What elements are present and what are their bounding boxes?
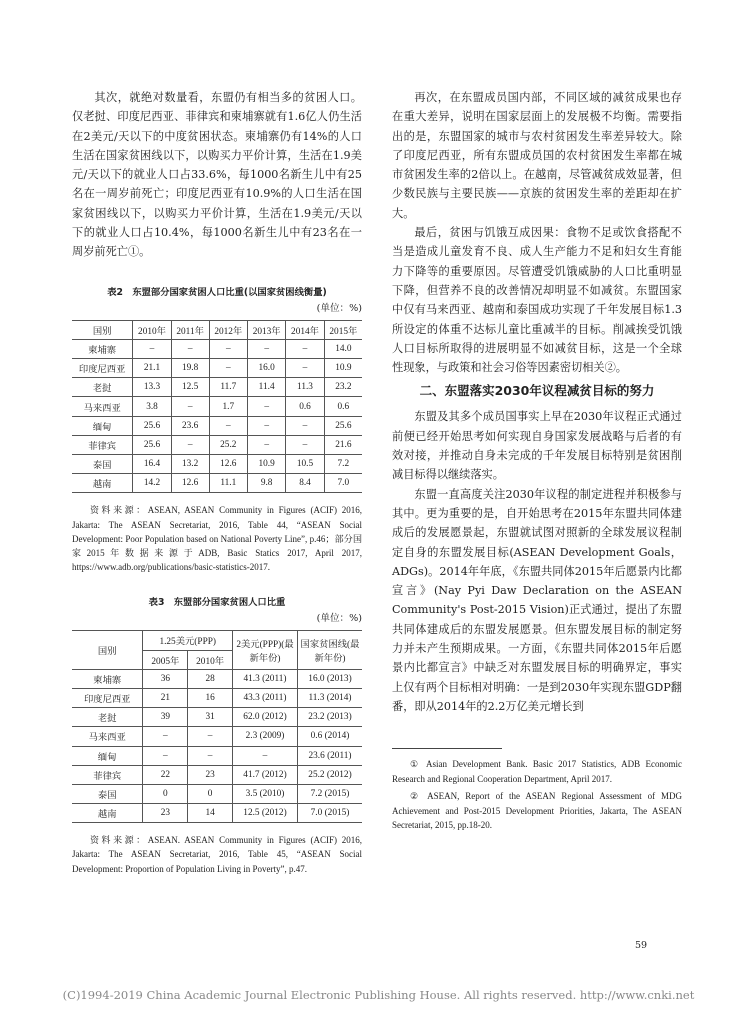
table-2-value-cell: 9.8 [247,474,285,493]
table-3-value-cell: 16 [188,688,233,707]
table-2-header-cell: 2015年 [324,320,362,339]
footnote-2: ② ASEAN, Report of the ASEAN Regional Assessment of MDG Achievement and Post-2015 Development Priorities, Jakarta, The ASEAN Secretariat, 2015, pp.18-20. [392,791,682,831]
table-2-value-cell: – [286,416,324,435]
table-3-header-2005: 2005年 [143,650,188,669]
table-2-header-cell: 2013年 [247,320,285,339]
table-2-header-cell: 2014年 [286,320,324,339]
table-2-value-cell: 7.2 [324,454,362,473]
table-row [72,669,362,688]
table-row [72,688,362,707]
table-2-value-cell: – [209,416,247,435]
table-row [72,727,362,746]
table-2-country-cell: 老挝 [72,378,133,397]
table-2-unit: (单位：%) [316,302,362,314]
table-2-value-cell: – [171,435,209,454]
table-2-header-cell: 2012年 [209,320,247,339]
table-2-value-cell: – [247,397,285,416]
right-paragraph-2: 最后，贫困与饥饿互成因果：食物不足或饮食搭配不当是造成儿童发育不良、成人生产能力不足和妇女生育能力下降等的重要原因。尽管遭受饥饿威胁的人口比重明显下降，但营养不良的改善情况却明显不如减贫。东盟国家中仅有马来西亚、越南和泰国成功实现了千年发展目标1.3所设定的体重不达标儿童比重减半的目标。削减挨受饥饿人口目标所取得的进展明显不如减贫目标，这是一个全球性现象，与政策和社会习俗等因素密切相关②。 [392,226,682,375]
footnote-1: ① Asian Development Bank. Basic 2017 Statistics, ADB Economic Research and Regional Cooperation Department, April 2017. [392,759,682,784]
table-2-value-cell: 19.8 [171,359,209,378]
table-2-value-cell: 25.6 [324,416,362,435]
table-3-value-cell: 11.3 (2014) [298,688,363,707]
table-2-value-cell: 0.6 [324,397,362,416]
table-2-value-cell: 11.1 [209,474,247,493]
table-3-country-cell: 泰国 [72,784,143,803]
table-2-value-cell: 12.6 [209,454,247,473]
table-3-header-country: 国别 [72,631,143,669]
table-2-value-cell: 10.9 [247,454,285,473]
table-2-caption: 表2 东盟部分国家贫困人口比重(以国家贫困线衡量) [107,286,327,298]
table-3-value-cell: – [188,727,233,746]
table-2-value-cell: 25.2 [209,435,247,454]
table-row [72,804,362,823]
table-row [72,378,362,397]
table-3-country-cell: 印度尼西亚 [72,688,143,707]
table-3-value-cell: – [188,746,233,765]
table-2-value-cell: 16.0 [247,359,285,378]
table-2-header-row [72,320,362,339]
table-2-header-cell: 2010年 [133,320,171,339]
table-3-header-row-1 [72,631,362,650]
table-2-value-cell: 21.6 [324,435,362,454]
table-2-header-cell: 2011年 [171,320,209,339]
table-3-value-cell: 41.3 (2011) [233,669,298,688]
table-3-country-cell: 越南 [72,804,143,823]
table-2-value-cell: – [286,359,324,378]
table-row [72,474,362,493]
table-3-value-cell: 36 [143,669,188,688]
left-paragraph-1: 其次，就绝对数量看，东盟仍有相当多的贫困人口。仅老挝、印度尼西亚、菲律宾和柬埔寨就有1.6亿人仍生活在2美元/天以下的中度贫困状态。柬埔寨仍有14%的人口生活在国家贫困线以下，以购买力平价计算，生活在1.9美元/天以下的就业人口占33.6%，每1000名新生儿中有25名在一周岁前死亡；印度尼西亚有10.9%的人口生活在国家贫困线以下，以购买力平价计算，生活在1.9美元/天以下的就业人口占10.4%，每1000名新生儿中有23名在一周岁前死亡①。 [72,91,362,259]
table-2-value-cell: 11.4 [247,378,285,397]
table-3-value-cell: 31 [188,708,233,727]
table-3-value-cell: 2.3 (2009) [233,727,298,746]
table-2-value-cell: 3.8 [133,397,171,416]
table-3-value-cell: 28 [188,669,233,688]
table-3-value-cell: – [143,746,188,765]
table-2-value-cell: 12.5 [171,378,209,397]
copyright-footer: (C)1994-2019 China Academic Journal Electronic Publishing House. All rights reserved. http://www.cnki.net [62,988,695,1002]
table-3-value-cell: 7.2 (2015) [298,784,363,803]
table-2-value-cell: 11.3 [286,378,324,397]
table-3-value-cell: 62.0 (2012) [233,708,298,727]
table-2-value-cell: – [247,416,285,435]
table-2-value-cell: 0.6 [286,397,324,416]
left-column [72,88,362,876]
table-3-value-cell: 7.0 (2015) [298,804,363,823]
table-2-source: 资料来源：ASEAN, ASEAN Community in Figures (ACIF) 2016, Jakarta: The ASEAN Secretariat, 2016, Table 44, “ASEAN Social Development: Poor Population based on National Poverty Line”, p.46；部分国家2015年数据来源于ADB, Basic Statics 2017, April 2017, https://www.adb.org/publications/basic-statistics-2017. [72,505,362,573]
table-3-header-ppp2: 2美元(PPP)(最新年份) [233,631,298,669]
table-2-country-cell: 缅甸 [72,416,133,435]
table-3-unit: (单位：%) [316,613,362,625]
footnote-divider [392,748,502,749]
table-3-header-2010: 2010年 [188,650,233,669]
right-paragraph-1: 再次，在东盟成员国内部，不同区域的减贫成果也存在重大差异，说明在国家层面上的发展极不均衡。需要指出的是，东盟国家的城市与农村贫困发生率差异较大。除了印度尼西亚，所有东盟成员国的农村贫困发生率都在城市贫困发生率的2倍以上。在越南，尽管减贫成效显著，但少数民族与主要民族——京族的贫困发生率的差距却在扩大。 [392,91,682,220]
table-2-value-cell: 10.5 [286,454,324,473]
table-row [72,359,362,378]
table-3-value-cell: 0 [143,784,188,803]
table-2-value-cell: – [171,339,209,358]
table-2-value-cell: – [247,435,285,454]
table-3-value-cell: 14 [188,804,233,823]
table-3-country-cell: 菲律宾 [72,765,143,784]
table-2-country-cell: 印度尼西亚 [72,359,133,378]
table-2-value-cell: 13.3 [133,378,171,397]
table-row [72,746,362,765]
table-row [72,784,362,803]
table-2-value-cell: 8.4 [286,474,324,493]
table-2-value-cell: 11.7 [209,378,247,397]
table-2-value-cell: – [209,359,247,378]
table-2-value-cell: 14.2 [133,474,171,493]
table-row [72,765,362,784]
table-3-country-cell: 柬埔寨 [72,669,143,688]
table-3-value-cell: 23 [143,804,188,823]
table-3-body [72,669,362,823]
table-2-value-cell: 12.6 [171,474,209,493]
table-2-value-cell: 21.1 [133,359,171,378]
right-paragraph-3: 东盟及其多个成员国事实上早在2030年议程正式通过前便已经开始思考如何实现自身国家发展战略与后者的有效对接，并推动自身未完成的千年发展目标特别是贫困削减目标得以继续落实。 [392,410,682,482]
right-column [392,88,682,836]
table-3-value-cell: 41.7 (2012) [233,765,298,784]
table-2-value-cell: 25.6 [133,416,171,435]
table-3-country-cell: 缅甸 [72,746,143,765]
table-row [72,435,362,454]
table-2 [72,284,362,575]
table-3-caption: 表3 东盟部分国家贫困人口比重 [148,597,286,609]
table-2-value-cell: 25.6 [133,435,171,454]
table-3-value-cell: 0 [188,784,233,803]
table-3-value-cell: 21 [143,688,188,707]
table-3-value-cell: – [143,727,188,746]
table-3-value-cell: – [233,746,298,765]
section-heading: 二、东盟落实2030年议程减贫目标的努力 [419,383,655,399]
table-3-value-cell: 39 [143,708,188,727]
table-2-country-cell: 泰国 [72,454,133,473]
table-3-header-ppp125: 1.25美元(PPP) [143,631,233,650]
table-3 [72,594,362,875]
table-2-value-cell: 13.2 [171,454,209,473]
table-3-value-cell: 12.5 (2012) [233,804,298,823]
table-3-value-cell: 43.3 (2011) [233,688,298,707]
table-3-value-cell: 23.2 (2013) [298,708,363,727]
table-3-grid [72,630,362,823]
table-3-source: 资料来源：ASEAN. ASEAN Community in Figures (ACIF) 2016, Jakarta: The ASEAN Secretariat, 2016, Table 45, “ASEAN Social Development: Proportion of Population Living in Poverty”, p.47. [72,835,362,874]
table-3-value-cell: 23.6 (2011) [298,746,363,765]
table-2-value-cell: – [209,339,247,358]
table-3-value-cell: 23 [188,765,233,784]
table-2-value-cell: 16.4 [133,454,171,473]
table-3-value-cell: 25.2 (2012) [298,765,363,784]
table-row [72,397,362,416]
table-2-value-cell: – [171,397,209,416]
table-2-value-cell: – [286,435,324,454]
table-3-value-cell: 0.6 (2014) [298,727,363,746]
table-2-country-cell: 越南 [72,474,133,493]
table-2-grid [72,320,362,494]
table-row [72,454,362,473]
page-number: 59 [635,940,648,951]
table-2-value-cell: 14.0 [324,339,362,358]
table-2-value-cell: 23.6 [171,416,209,435]
table-3-country-cell: 马来西亚 [72,727,143,746]
table-2-value-cell: 23.2 [324,378,362,397]
table-3-value-cell: 3.5 (2010) [233,784,298,803]
table-3-value-cell: 16.0 (2013) [298,669,363,688]
table-3-country-cell: 老挝 [72,708,143,727]
table-2-header-cell: 国别 [72,320,133,339]
table-2-country-cell: 马来西亚 [72,397,133,416]
table-row [72,416,362,435]
table-row [72,708,362,727]
right-paragraph-4: 东盟一直高度关注2030年议程的制定进程并积极参与其中。更为重要的是，自开始思考在2015年东盟共同体建成后的发展愿景起，东盟就试图对照新的全球发展议程制定自身的东盟发展目标(ASEAN Development Goals，ADGs)。2014年年底，《东盟共同体2015年后愿景内比都宣言》(Nay Pyi Daw Declaration on the ASEAN Community's Post-2015 Vision)正式通过，提出了东盟共同体建成后的东盟发展愿景。但东盟发展目标的制定努力并未产生预期成果。一方面，《东盟共同体2015年后愿景内比都宣言》中缺乏对东盟发展目标的明确界定，事实上仅有两个目标相对明确：一是到2030年实现东盟GDP翻番，即从2014年的2.2万亿美元增长到 [392,487,682,713]
table-2-value-cell: 10.9 [324,359,362,378]
table-3-header-national: 国家贫困线(最新年份) [298,631,363,669]
table-row [72,339,362,358]
table-3-value-cell: 22 [143,765,188,784]
table-2-country-cell: 柬埔寨 [72,339,133,358]
table-2-value-cell: – [286,339,324,358]
table-2-body [72,339,362,493]
table-2-value-cell: – [247,339,285,358]
table-2-value-cell: – [133,339,171,358]
table-2-value-cell: 7.0 [324,474,362,493]
table-2-country-cell: 菲律宾 [72,435,133,454]
table-2-value-cell: 1.7 [209,397,247,416]
